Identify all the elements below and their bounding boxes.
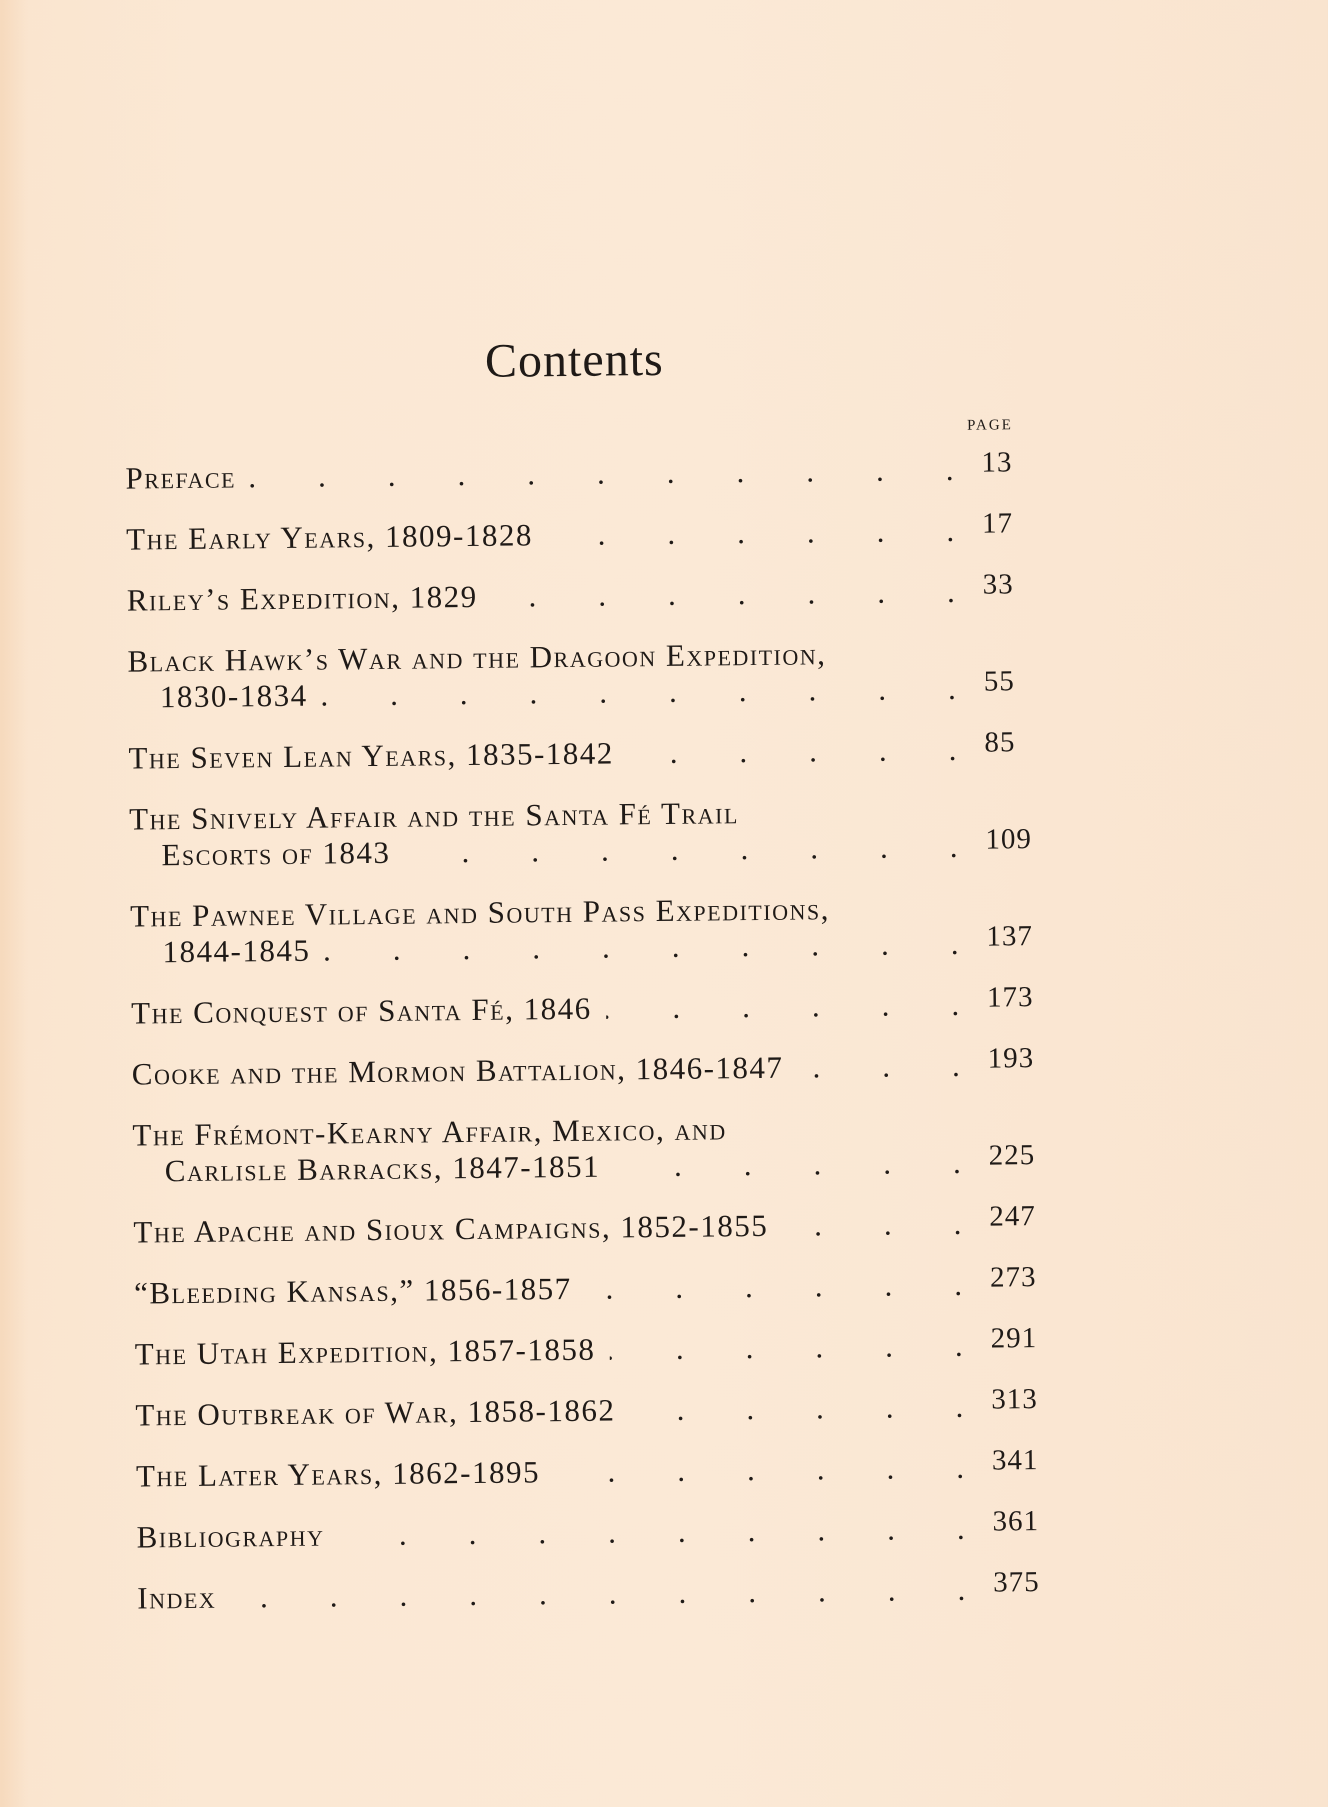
dot-leader bbox=[797, 1048, 960, 1086]
dot-leader bbox=[782, 1206, 962, 1244]
toc-entry-title-continued: Carlisle Barracks, 1847-1851 bbox=[164, 1148, 601, 1189]
toc-entry-page: 13 bbox=[981, 446, 1013, 479]
toc-entry-mormon-battalion bbox=[131, 1042, 1072, 1094]
toc-entry-later-years bbox=[135, 1444, 1076, 1496]
dot-leader bbox=[404, 829, 957, 871]
toc-entry-apache-sioux bbox=[133, 1200, 1073, 1252]
toc-entry-utah-expedition bbox=[134, 1322, 1075, 1374]
toc-entry-page: 193 bbox=[987, 1042, 1035, 1075]
toc-entry-title: The Snively Affair and the Santa Fé Trail bbox=[128, 795, 739, 837]
toc-entry-page: 33 bbox=[982, 568, 1014, 601]
toc-entry-page: 137 bbox=[986, 920, 1034, 953]
toc-entry-page: 173 bbox=[986, 981, 1034, 1014]
toc-entry-black-hawks-war bbox=[127, 634, 1068, 717]
dot-leader bbox=[230, 1572, 965, 1616]
toc-entry-title: The Apache and Sioux Campaigns, 1852-1855 bbox=[133, 1207, 769, 1250]
toc-entry-page: 313 bbox=[991, 1383, 1038, 1416]
toc-entry-title-continued: 1830-1834 bbox=[159, 677, 308, 715]
toc-entry-pawnee-village bbox=[130, 889, 1071, 972]
toc-entry-title: The Later Years, 1862-1895 bbox=[135, 1454, 541, 1494]
dot-leader bbox=[491, 574, 955, 615]
dot-leader bbox=[338, 1511, 965, 1554]
toc-entry-outbreak-of-war bbox=[135, 1383, 1075, 1435]
dot-leader bbox=[629, 1389, 963, 1428]
toc-entry-title-continued: 1844-1845 bbox=[162, 932, 311, 970]
page-column-label: page bbox=[966, 409, 1013, 435]
page-title: Contents bbox=[484, 333, 664, 388]
toc-entry-page: 341 bbox=[991, 1444, 1039, 1477]
toc-entry-page: 361 bbox=[992, 1505, 1040, 1538]
toc-entry-title: The Outbreak of War, 1858-1862 bbox=[135, 1392, 616, 1433]
dot-leader bbox=[324, 926, 959, 969]
dot-leader bbox=[321, 671, 956, 714]
toc-entry-page: 225 bbox=[988, 1139, 1036, 1172]
toc-entry-rileys-expedition bbox=[126, 568, 1067, 620]
toc-entry-preface bbox=[125, 446, 1065, 498]
table-of-contents bbox=[125, 446, 1077, 1642]
dot-leader bbox=[614, 1145, 961, 1185]
dot-leader bbox=[585, 1267, 962, 1307]
toc-entry-title: Cooke and the Mormon Battalion, 1846-1847 bbox=[131, 1049, 784, 1092]
toc-entry-fremont-kearny bbox=[132, 1108, 1073, 1191]
toc-entry-title: The Frémont-Kearny Affair, Mexico, and bbox=[132, 1111, 727, 1153]
dot-leader bbox=[554, 1450, 964, 1490]
toc-entry-title: “Bleeding Kansas,” 1856-1857 bbox=[133, 1270, 572, 1311]
toc-entry-title-continued: Escorts of 1843 bbox=[161, 834, 391, 873]
toc-entry-page: 291 bbox=[990, 1322, 1038, 1355]
toc-entry-title: The Pawnee Village and South Pass Expeditions, bbox=[129, 891, 831, 934]
toc-entry-title: The Early Years, 1809-1828 bbox=[126, 517, 534, 557]
toc-entry-title: Riley’s Expedition, 1829 bbox=[126, 578, 478, 618]
toc-entry-title: Preface bbox=[125, 459, 237, 496]
toc-entry-title: The Utah Expedition, 1857-1858 bbox=[134, 1331, 596, 1372]
toc-entry-title: The Seven Lean Years, 1835-1842 bbox=[128, 735, 615, 776]
toc-entry-page: 375 bbox=[992, 1566, 1040, 1599]
dot-leader bbox=[628, 732, 957, 771]
toc-entry-index bbox=[137, 1566, 1077, 1618]
toc-entry-title: Index bbox=[137, 1579, 217, 1616]
toc-entry-page: 17 bbox=[981, 507, 1014, 540]
dot-leader bbox=[605, 987, 959, 1027]
dot-leader bbox=[609, 1328, 963, 1368]
toc-entry-title: Black Hawk’s War and the Dragoon Expedition, bbox=[127, 636, 827, 679]
toc-entry-title: The Conquest of Santa Fé, 1846 bbox=[130, 990, 592, 1031]
toc-entry-seven-lean-years bbox=[128, 726, 1068, 778]
toc-entry-conquest-santa-fe bbox=[130, 981, 1071, 1033]
toc-entry-page: 247 bbox=[989, 1200, 1036, 1233]
dot-leader bbox=[547, 513, 955, 553]
toc-entry-page: 85 bbox=[984, 726, 1016, 759]
toc-entry-page: 273 bbox=[989, 1261, 1037, 1294]
toc-entry-early-years bbox=[126, 507, 1066, 559]
toc-entry-page: 109 bbox=[985, 823, 1033, 856]
toc-entry-title: Bibliography bbox=[136, 1517, 325, 1555]
toc-entry-snively-affair bbox=[129, 792, 1070, 875]
toc-entry-bleeding-kansas bbox=[133, 1261, 1074, 1313]
toc-entry-page: 55 bbox=[983, 665, 1015, 698]
dot-leader bbox=[250, 452, 954, 495]
toc-entry-bibliography bbox=[136, 1505, 1076, 1557]
